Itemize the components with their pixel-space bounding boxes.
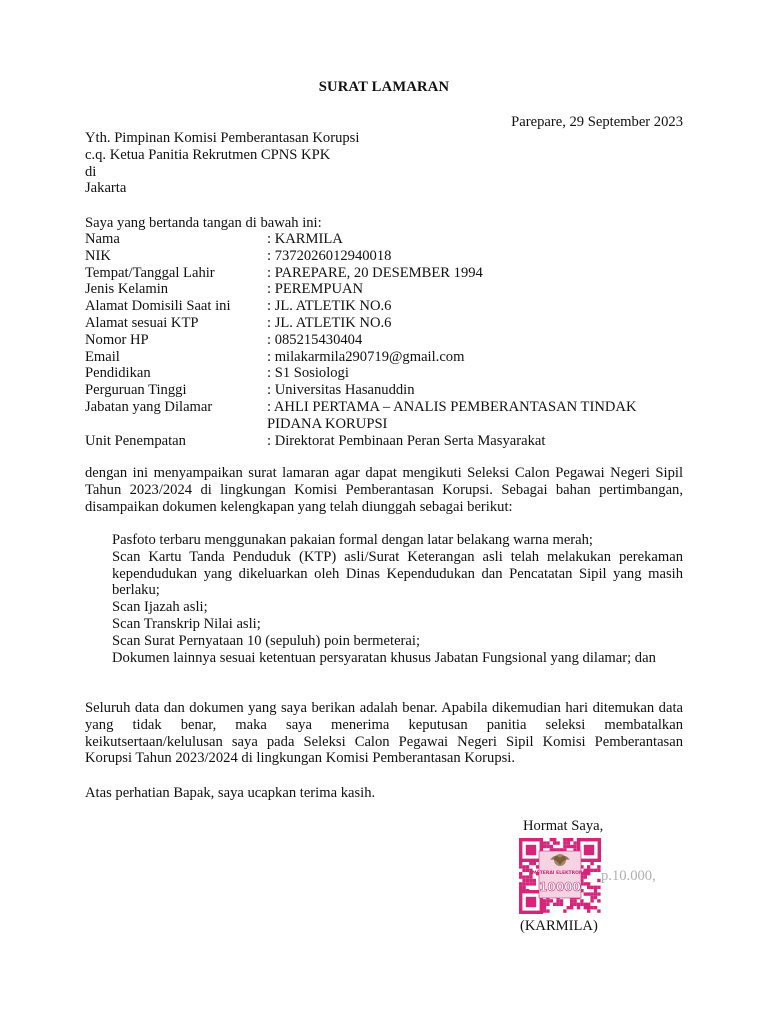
- field-row: [85, 248, 685, 265]
- qr-cell: [567, 845, 570, 848]
- qr-cell: [543, 903, 546, 906]
- qr-cell: [584, 892, 587, 895]
- qr-cell: [594, 896, 597, 899]
- qr-cell: [546, 841, 549, 844]
- document-list: [112, 532, 683, 666]
- field-row: [85, 399, 685, 433]
- recipient-block: [85, 130, 359, 197]
- qr-cell: [543, 899, 546, 902]
- field-value: : KARMILA: [267, 231, 343, 247]
- qr-cell: [563, 909, 566, 912]
- qr-cell: [570, 899, 573, 902]
- field-label: Nomor HP: [85, 331, 149, 348]
- qr-cell: [563, 838, 566, 841]
- qr-cell: [580, 899, 583, 902]
- field-row: [85, 365, 685, 382]
- field-label: Tempat/Tanggal Lahir: [85, 264, 215, 281]
- qr-cell: [590, 862, 593, 865]
- qr-cell: [553, 903, 556, 906]
- signer-name: (KARMILA): [520, 918, 598, 934]
- qr-cell: [567, 838, 570, 841]
- qr-cell: [556, 903, 559, 906]
- field-value: : JL. ATLETIK NO.6: [267, 314, 392, 331]
- recipient-line: di: [85, 163, 97, 180]
- qr-cell: [533, 862, 536, 865]
- qr-cell: [526, 875, 529, 878]
- qr-cell: [546, 899, 549, 902]
- qr-cell: [529, 879, 532, 882]
- qr-cell: [519, 865, 522, 868]
- field-value: : JL. ATLETIK NO.6: [267, 298, 392, 315]
- qr-cell: [553, 838, 556, 841]
- qr-finder: [584, 845, 594, 855]
- field-row: [85, 332, 685, 349]
- qr-cell: [587, 882, 590, 885]
- qr-cell: [570, 903, 573, 906]
- field-label: Email: [85, 348, 120, 365]
- qr-cell: [573, 845, 576, 848]
- qr-cell: [567, 841, 570, 844]
- field-value: : Direktorat Pembinaan Peran Serta Masyarakat: [267, 432, 546, 449]
- qr-cell: [543, 909, 546, 912]
- qr-cell: [543, 845, 546, 848]
- qr-cell: [519, 862, 522, 865]
- qr-cell: [587, 903, 590, 906]
- qr-cell: [597, 892, 600, 895]
- place-date: Parepare, 29 September 2023: [511, 114, 683, 130]
- field-value: : 085215430404: [267, 331, 363, 348]
- qr-cell: [550, 838, 553, 841]
- field-value: : AHLI PERTAMA – ANALIS PEMBERANTASAN TINDAK PIDANA KORUPSI: [267, 398, 637, 432]
- field-row: [85, 382, 685, 399]
- qr-cell: [573, 841, 576, 844]
- field-row: [85, 231, 685, 248]
- qr-cell: [546, 845, 549, 848]
- recipient-line: Jakarta: [85, 180, 127, 197]
- qr-cell: [533, 879, 536, 882]
- qr-cell: [594, 869, 597, 872]
- recipient-line: Yth. Pimpinan Komisi Pemberantasan Korupsi: [85, 130, 360, 146]
- qr-cell: [526, 869, 529, 872]
- qr-cell: [587, 865, 590, 868]
- field-row: [85, 349, 685, 366]
- qr-cell: [590, 869, 593, 872]
- document-item: Scan Kartu Tanda Penduduk (KTP) asli/Surat Keterangan asli telah melakukan perekaman kependudukan yang dikeluarkan oleh Dinas Kependudukan dan Pencatatan Sipil yang masih berlaku;: [112, 548, 683, 599]
- field-value: : PAREPARE, 20 DESEMBER 1994: [267, 264, 483, 281]
- field-value: : 7372026012940018: [267, 247, 392, 264]
- qr-cell: [597, 899, 600, 902]
- document-item: Dokumen lainnya sesuai ketentuan persyaratan khusus Jabatan Fungsional yang dilamar; dan: [112, 649, 656, 666]
- qr-cell: [577, 903, 580, 906]
- qr-cell: [563, 845, 566, 848]
- qr-cell: [587, 909, 590, 912]
- qr-cell: [570, 838, 573, 841]
- qr-cell: [584, 882, 587, 885]
- qr-cell: [543, 841, 546, 844]
- paragraph-declaration: Seluruh data dan dokumen yang saya berikan adalah benar. Apabila dikemudian hari ditemukan data yang tidak benar, maka saya menerima keputusan panitia seleksi membatalkan keikutsertaan/kelulusan saya pada Seleksi Calon Pegawai Negeri Sipil Komisi Pemberantasan Korupsi Tahun 2023/2024 di lingkungan Komisi Pemberantasan Korupsi.: [85, 700, 683, 767]
- qr-cell: [594, 889, 597, 892]
- stamp-amount-text: p.10.000,: [601, 868, 656, 884]
- qr-cell: [573, 899, 576, 902]
- qr-cell: [563, 841, 566, 844]
- paragraph-thanks: Atas perhatian Bapak, saya ucapkan terima kasih.: [85, 785, 376, 801]
- qr-cell: [526, 879, 529, 882]
- field-label: Alamat sesuai KTP: [85, 314, 199, 331]
- qr-cell: [584, 906, 587, 909]
- qr-cell: [567, 906, 570, 909]
- letter-title: SURAT LAMARAN: [318, 79, 450, 95]
- field-value: : milakarmila290719@gmail.com: [267, 348, 465, 365]
- qr-cell: [594, 886, 597, 889]
- qr-cell: [584, 903, 587, 906]
- qr-cell: [546, 909, 549, 912]
- qr-cell: [590, 886, 593, 889]
- qr-cell: [594, 892, 597, 895]
- stamp-top-text: METERAI ELEKTRONIK: [532, 871, 588, 876]
- field-row: [85, 298, 685, 315]
- qr-cell: [553, 841, 556, 844]
- qr-cell: [522, 865, 525, 868]
- qr-cell: [529, 882, 532, 885]
- qr-cell: [560, 903, 563, 906]
- qr-finder: [526, 897, 536, 907]
- field-label: Jabatan yang Dilamar: [85, 398, 213, 415]
- qr-cell: [519, 875, 522, 878]
- qr-cell: [546, 903, 549, 906]
- qr-cell: [533, 882, 536, 885]
- field-label: Alamat Domisili Saat ini: [85, 298, 231, 315]
- qr-cell: [550, 899, 553, 902]
- field-row: [85, 315, 685, 332]
- recipient-line: c.q. Ketua Panitia Rekrutmen CPNS KPK: [85, 146, 331, 163]
- qr-cell: [570, 906, 573, 909]
- closing-salutation: Hormat Saya,: [523, 818, 604, 834]
- field-label: Unit Penempatan: [85, 432, 186, 449]
- document-item: Scan Transkrip Nilai asli;: [112, 615, 261, 632]
- field-label: Nama: [85, 231, 120, 247]
- qr-cell: [597, 886, 600, 889]
- field-row: [85, 433, 685, 450]
- qr-cell: [519, 882, 522, 885]
- qr-cell: [543, 906, 546, 909]
- qr-cell: [573, 903, 576, 906]
- qr-cell: [587, 886, 590, 889]
- qr-cell: [522, 869, 525, 872]
- field-value: : PEREMPUAN: [267, 281, 364, 298]
- field-row: [85, 265, 685, 282]
- qr-cell: [587, 892, 590, 895]
- qr-cell: [522, 886, 525, 889]
- qr-cell: [560, 899, 563, 902]
- qr-cell: [580, 903, 583, 906]
- qr-cell: [526, 882, 529, 885]
- field-value: : S1 Sosiologi: [267, 365, 349, 382]
- qr-cell: [556, 899, 559, 902]
- qr-cell: [519, 886, 522, 889]
- applicant-details: [85, 231, 685, 449]
- document-item: Pasfoto terbaru menggunakan pakaian formal dengan latar belakang warna merah;: [112, 532, 593, 548]
- field-row: [85, 281, 685, 298]
- field-label: Jenis Kelamin: [85, 281, 169, 298]
- qr-cell: [597, 909, 600, 912]
- document-item: Scan Surat Pernyataan 10 (sepuluh) poin bermeterai;: [112, 632, 420, 649]
- qr-cell: [519, 872, 522, 875]
- qr-cell: [587, 906, 590, 909]
- stamp-value: 10000: [539, 880, 581, 894]
- qr-finder: [526, 845, 536, 855]
- document-item: Scan Ijazah asli;: [112, 599, 208, 616]
- qr-cell: [529, 862, 532, 865]
- qr-cell: [556, 841, 559, 844]
- qr-cell: [590, 892, 593, 895]
- qr-cell: [526, 865, 529, 868]
- field-label: NIK: [85, 247, 111, 264]
- qr-cell: [522, 882, 525, 885]
- e-meterai-stamp: [519, 838, 601, 914]
- qr-cell: [577, 906, 580, 909]
- paragraph-request: dengan ini menyampaikan surat lamaran agar dapat mengikuti Seleksi Calon Pegawai Negeri Sipil Tahun 2023/2024 di lingkungan Komisi Pemberantasan Korupsi. Sebagai bahan pertimbangan, disampaikan dokumen kelengkapan yang telah diunggah sebagai berikut:: [85, 465, 683, 515]
- qr-cell: [594, 906, 597, 909]
- qr-cell: [590, 906, 593, 909]
- qr-cell: [522, 879, 525, 882]
- field-label: Pendidikan: [85, 365, 151, 382]
- qr-cell: [590, 896, 593, 899]
- qr-cell: [590, 899, 593, 902]
- intro-text: Saya yang bertanda tangan di bawah ini:: [85, 215, 322, 231]
- field-value: : Universitas Hasanuddin: [267, 382, 415, 399]
- qr-cell: [522, 875, 525, 878]
- qr-cell: [550, 845, 553, 848]
- qr-cell: [570, 845, 573, 848]
- field-label: Perguruan Tinggi: [85, 382, 187, 399]
